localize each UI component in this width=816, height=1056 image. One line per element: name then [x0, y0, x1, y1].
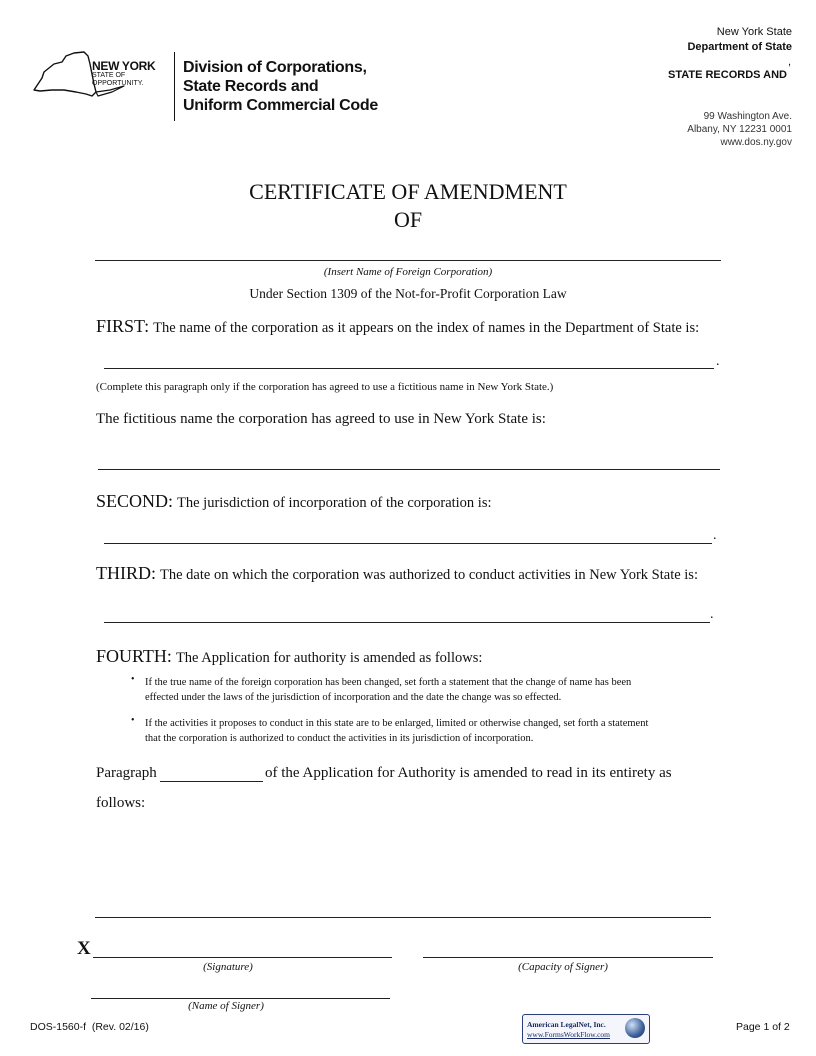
first-text: The name of the corporation as it appears on the index of names in the Department of State is: [153, 320, 700, 336]
paragraph-rest: of the Application for Authority is amended to read in its entirety as [265, 765, 672, 781]
first-name-field[interactable] [104, 368, 714, 369]
capacity-caption: (Capacity of Signer) [518, 961, 608, 973]
globe-icon [625, 1018, 645, 1038]
fictitious-note: (Complete this paragraph only if the corporation has agreed to use a fictitious name in New York State.) [96, 381, 554, 393]
form-id: DOS-1560-f (Rev. 02/16) [30, 1021, 149, 1033]
second-label: SECOND: [96, 491, 174, 511]
jurisdiction-field[interactable] [104, 543, 712, 544]
third-text: The date on which the corporation was authorized to conduct activities in New York State is: [160, 567, 698, 583]
third-paragraph [96, 563, 698, 584]
fictitious-name-field[interactable] [98, 469, 720, 470]
follows-text: follows: [96, 795, 146, 811]
paragraph-number-field[interactable] [160, 781, 263, 782]
signer-name-caption: (Name of Signer) [188, 1000, 264, 1012]
signature-field[interactable] [93, 957, 392, 958]
page-title [0, 178, 816, 234]
division-name [183, 58, 378, 115]
fourth-bullet-1 [145, 675, 631, 705]
bullet-icon: • [131, 715, 135, 726]
first-period: . [716, 354, 720, 369]
agency-stray-mark: , [788, 56, 792, 68]
title-line1: CERTIFICATE OF AMENDMENT [249, 179, 567, 204]
agency-line3: STATE RECORDS AND [668, 69, 787, 81]
legalnet-badge[interactable] [522, 1014, 650, 1044]
ny-logo-line1: NEW YORK [92, 59, 156, 73]
corporation-name-caption: (Insert Name of Foreign Corporation) [323, 266, 493, 278]
bullet-2-line1: If the activities it proposes to conduct in this state are to be enlarged, limited or otherwise changed, set forth a statement [145, 718, 649, 729]
bullet-1-line2: effected under the laws of the jurisdiction of incorporation and the date the change was so effected. [145, 692, 562, 703]
title-line2: OF [393, 207, 423, 232]
ny-logo-line2: STATE OF [92, 72, 126, 79]
capacity-field[interactable] [423, 957, 713, 958]
bullet-2-line2: that the corporation is authorized to conduct the activities in its jurisdiction of incorporation. [145, 733, 534, 744]
signature-caption: (Signature) [203, 961, 253, 973]
page-number: Page 1 of 2 [736, 1021, 790, 1033]
first-paragraph [96, 316, 796, 337]
bullet-icon: • [131, 674, 135, 685]
agency-line1: New York State [716, 26, 792, 38]
division-line2: State Records and [183, 78, 319, 95]
first-label: FIRST: [96, 316, 150, 336]
third-period: . [710, 607, 714, 622]
second-text: The jurisdiction of incorporation of the corporation is: [177, 495, 492, 511]
fourth-label: FOURTH: [96, 646, 172, 666]
fourth-text: The Application for authority is amended as follows: [175, 650, 483, 666]
paragraph-word: Paragraph [96, 765, 157, 781]
ny-logo-line3: OPPORTUNITY. [92, 80, 144, 87]
authorization-date-field[interactable] [104, 622, 710, 623]
address-line2: Albany, NY 12231 0001 [687, 124, 792, 135]
corporation-name-field[interactable] [95, 260, 721, 261]
ny-state-logo [32, 50, 172, 100]
badge-line1: American LegalNet, Inc. [527, 1020, 606, 1029]
fictitious-text: The fictitious name the corporation has agreed to use in New York State is: [96, 411, 546, 427]
address-line3: www.dos.ny.gov [720, 137, 792, 148]
badge-line2: www.FormsWorkFlow.com [527, 1030, 611, 1039]
third-label: THIRD: [96, 563, 156, 583]
agency-line2: Department of State [687, 41, 792, 53]
second-paragraph [96, 491, 492, 512]
address-line1: 99 Washington Ave. [703, 111, 792, 122]
governing-law: Under Section 1309 of the Not-for-Profit Corporation Law [249, 286, 567, 301]
second-period: . [713, 528, 717, 543]
logo-divider [174, 52, 175, 121]
amendment-text-field[interactable] [95, 917, 711, 918]
signature-x-mark: X [77, 938, 91, 959]
division-line3: Uniform Commercial Code [183, 97, 378, 114]
agency-block [560, 25, 792, 55]
division-line1: Division of Corporations, [183, 59, 367, 76]
fourth-bullet-2 [145, 716, 648, 746]
fourth-paragraph [96, 646, 482, 667]
bullet-1-line1: If the true name of the foreign corporation has been changed, set forth a statement that the change of name has been [145, 677, 632, 688]
address-block [560, 110, 792, 149]
signer-name-field[interactable] [91, 998, 390, 999]
